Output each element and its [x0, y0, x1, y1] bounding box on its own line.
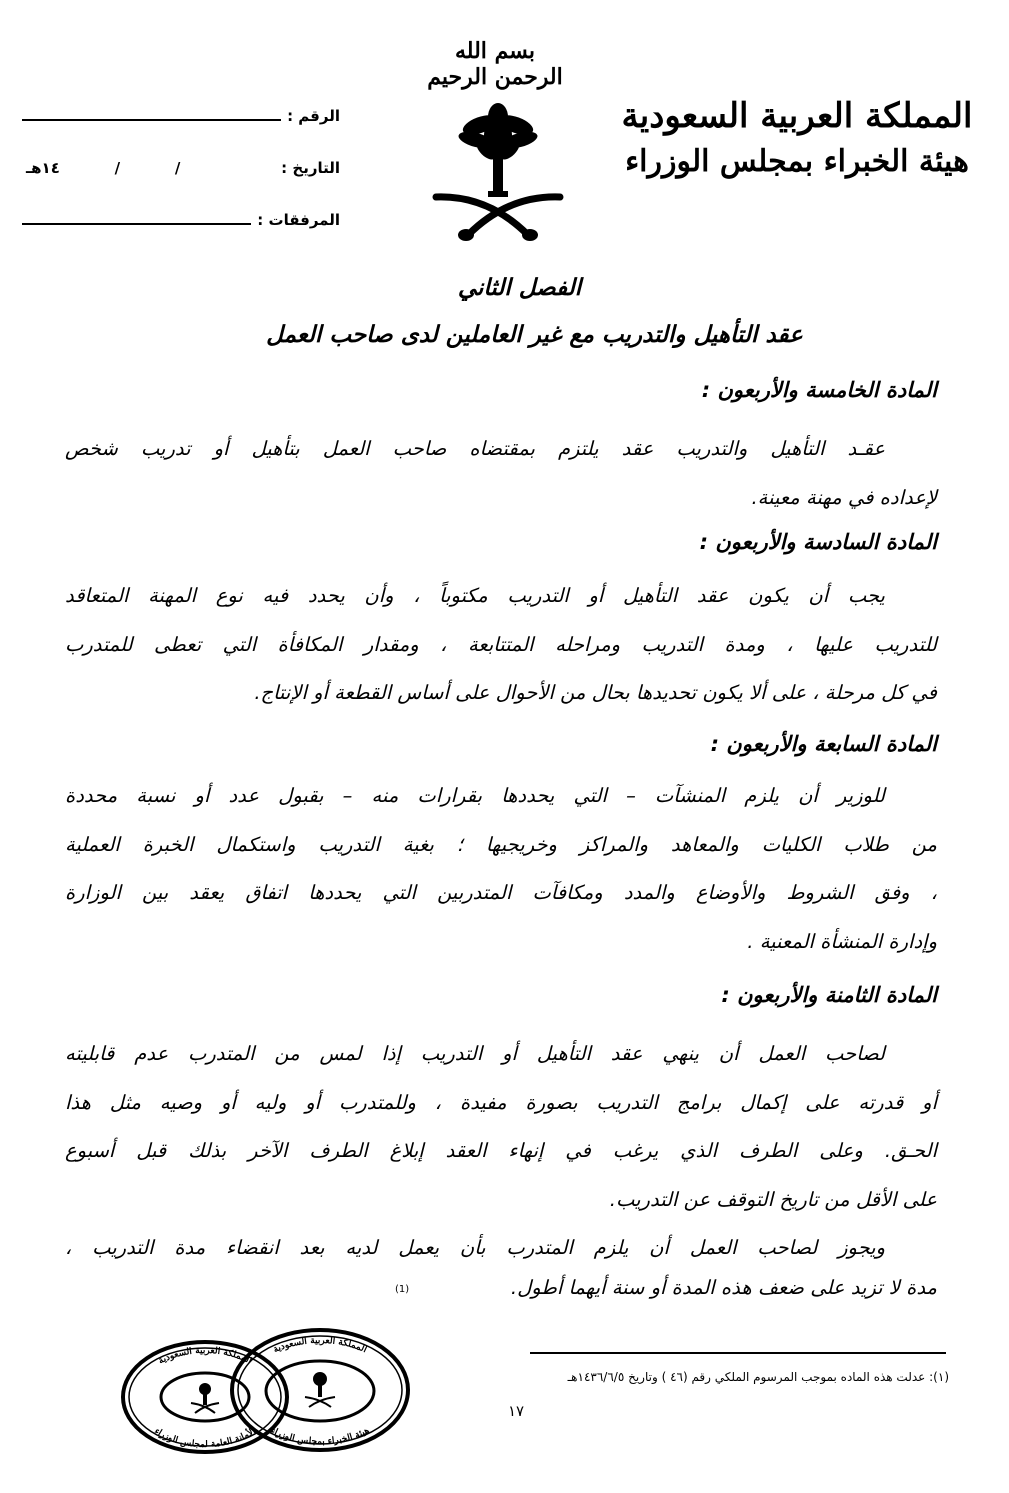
text-line: للتدريب عليها ، ومدة التدريب ومراحله المتتابعة ، ومقدار المكافأة التي تعطى للمتدرب: [65, 632, 937, 656]
attachments-field: [20, 206, 340, 233]
left-seal-text-bottom: الأمانة العامة لمجلس الوزراء: [152, 1426, 258, 1451]
footnote-marker: (1): [395, 1284, 410, 1295]
reference-field: [20, 102, 340, 129]
text-line: أو قدرته على إكمال برامج التدريب بصورة مفيدة ، وللمتدرب أو وليه أو وصيه مثل هذا: [65, 1090, 937, 1114]
text-line: لصاحب العمل أن ينهي عقد التأهيل أو التدريب إذا لمس من المتدرب عدم قابليته: [65, 1042, 885, 1065]
footnote-divider: [530, 1352, 946, 1354]
saudi-emblem-icon: [428, 95, 568, 245]
text-line: عقـد التأهيل والتدريب عقد يلتزم بمقتضاه صاحب العمل بتأهيل أو تدريب شخص: [65, 437, 885, 460]
official-seals-stamp: [115, 1325, 415, 1465]
left-seal-text-top: المملكة العربية السعودية: [156, 1345, 254, 1367]
text-line: مدة لا تزيد على ضعف هذه المدة أو سنة أيهما أطول.: [510, 1276, 937, 1299]
text-line: للوزير أن يلزم المنشآت – التي يحددها بقرارات منه – بقبول عدد أو نسبة محددة: [65, 784, 885, 807]
svg-text:المملكة العربية السعودية: [272, 1335, 369, 1355]
text-line: من طلاب الكليات والمعاهد والمراكز وخريجيها ؛ بغية التدريب واستكمال الخبرة العملية: [65, 832, 937, 856]
basmala-calligraphy: بسم الله الرحمن الرحيم: [427, 38, 563, 90]
date-slash: /: [174, 158, 181, 177]
letter-meta-fields: [20, 102, 340, 258]
seal-emblem-icon: [305, 1372, 335, 1407]
text-line: لإعداده في مهنة معينة.: [751, 485, 937, 509]
chapter-title: الفصل الثاني: [457, 275, 582, 301]
authority-name: هيئة الخبراء بمجلس الوزراء: [625, 144, 969, 179]
text-line: على الأقل من تاريخ التوقف عن التدريب.: [609, 1187, 937, 1211]
date-slash: /: [114, 158, 121, 177]
right-seal-text-bottom: هيئة الخبراء بمجلس الوزراء: [268, 1425, 372, 1448]
chapter-subtitle: عقد التأهيل والتدريب مع غير العاملين لدى صاحب العمل: [266, 322, 803, 348]
attachments-label: المرفقات :: [257, 210, 340, 229]
article-47-body: [65, 772, 937, 966]
attachments-blank-line: [22, 223, 251, 225]
right-seal-text-top: المملكة العربية السعودية: [271, 1335, 369, 1356]
seal-emblem-icon: [191, 1383, 219, 1413]
article-48-body-second-paragraph: [65, 1228, 937, 1308]
text-line: الحـق. وعلى الطرف الذي يرغب في إنهاء العقد إبلاغ الطرف الآخر بذلك قبل أسبوع: [65, 1139, 937, 1162]
text-line: ويجوز لصاحب العمل أن يلزم المتدرب بأن يعمل لديه بعد انقضاء مدة التدريب ،: [65, 1236, 885, 1259]
article-46-title: المادة السادسة والأربعون :: [699, 530, 937, 554]
text-line: ، وفق الشروط والأوضاع والمدد ومكافآت المتدربين التي يحددها اتفاق يعقد بين الوزارة: [65, 881, 937, 904]
article-48-title: المادة الثامنة والأربعون :: [721, 983, 937, 1007]
article-47-title: المادة السابعة والأربعون :: [710, 732, 937, 756]
letterhead-title: [607, 92, 987, 184]
article-45-title: المادة الخامسة والأربعون :: [701, 378, 937, 402]
footnote-text: (١): عدلت هذه الماده بموجب المرسوم الملكي رقم (٤٦ ) وتاريخ ١٤٣٦/٦/٥هـ: [567, 1370, 949, 1384]
reference-blank-line: [22, 119, 281, 121]
text-line: يجب أن يكون عقد التأهيل أو التدريب مكتوباً ، وأن يحدد فيه نوع المهنة المتعاقد: [65, 584, 885, 607]
page-number: ١٧: [508, 1402, 525, 1420]
article-46-body: [65, 572, 937, 718]
text-line: في كل مرحلة ، على ألا يكون تحديدها بحال من الأحوال على أساس القطعة أو الإنتاج.: [254, 681, 937, 704]
date-year-suffix: ١٤هـ: [26, 158, 60, 177]
date-value: [20, 159, 275, 177]
date-field: [20, 154, 340, 181]
kingdom-name: المملكة العربية السعودية: [621, 96, 973, 136]
date-label: التاريخ :: [281, 158, 340, 177]
reference-label: الرقم :: [287, 106, 340, 125]
article-48-body: [65, 1030, 937, 1224]
text-line: وإدارة المنشأة المعنية .: [747, 929, 937, 953]
article-45-body: [65, 425, 937, 522]
